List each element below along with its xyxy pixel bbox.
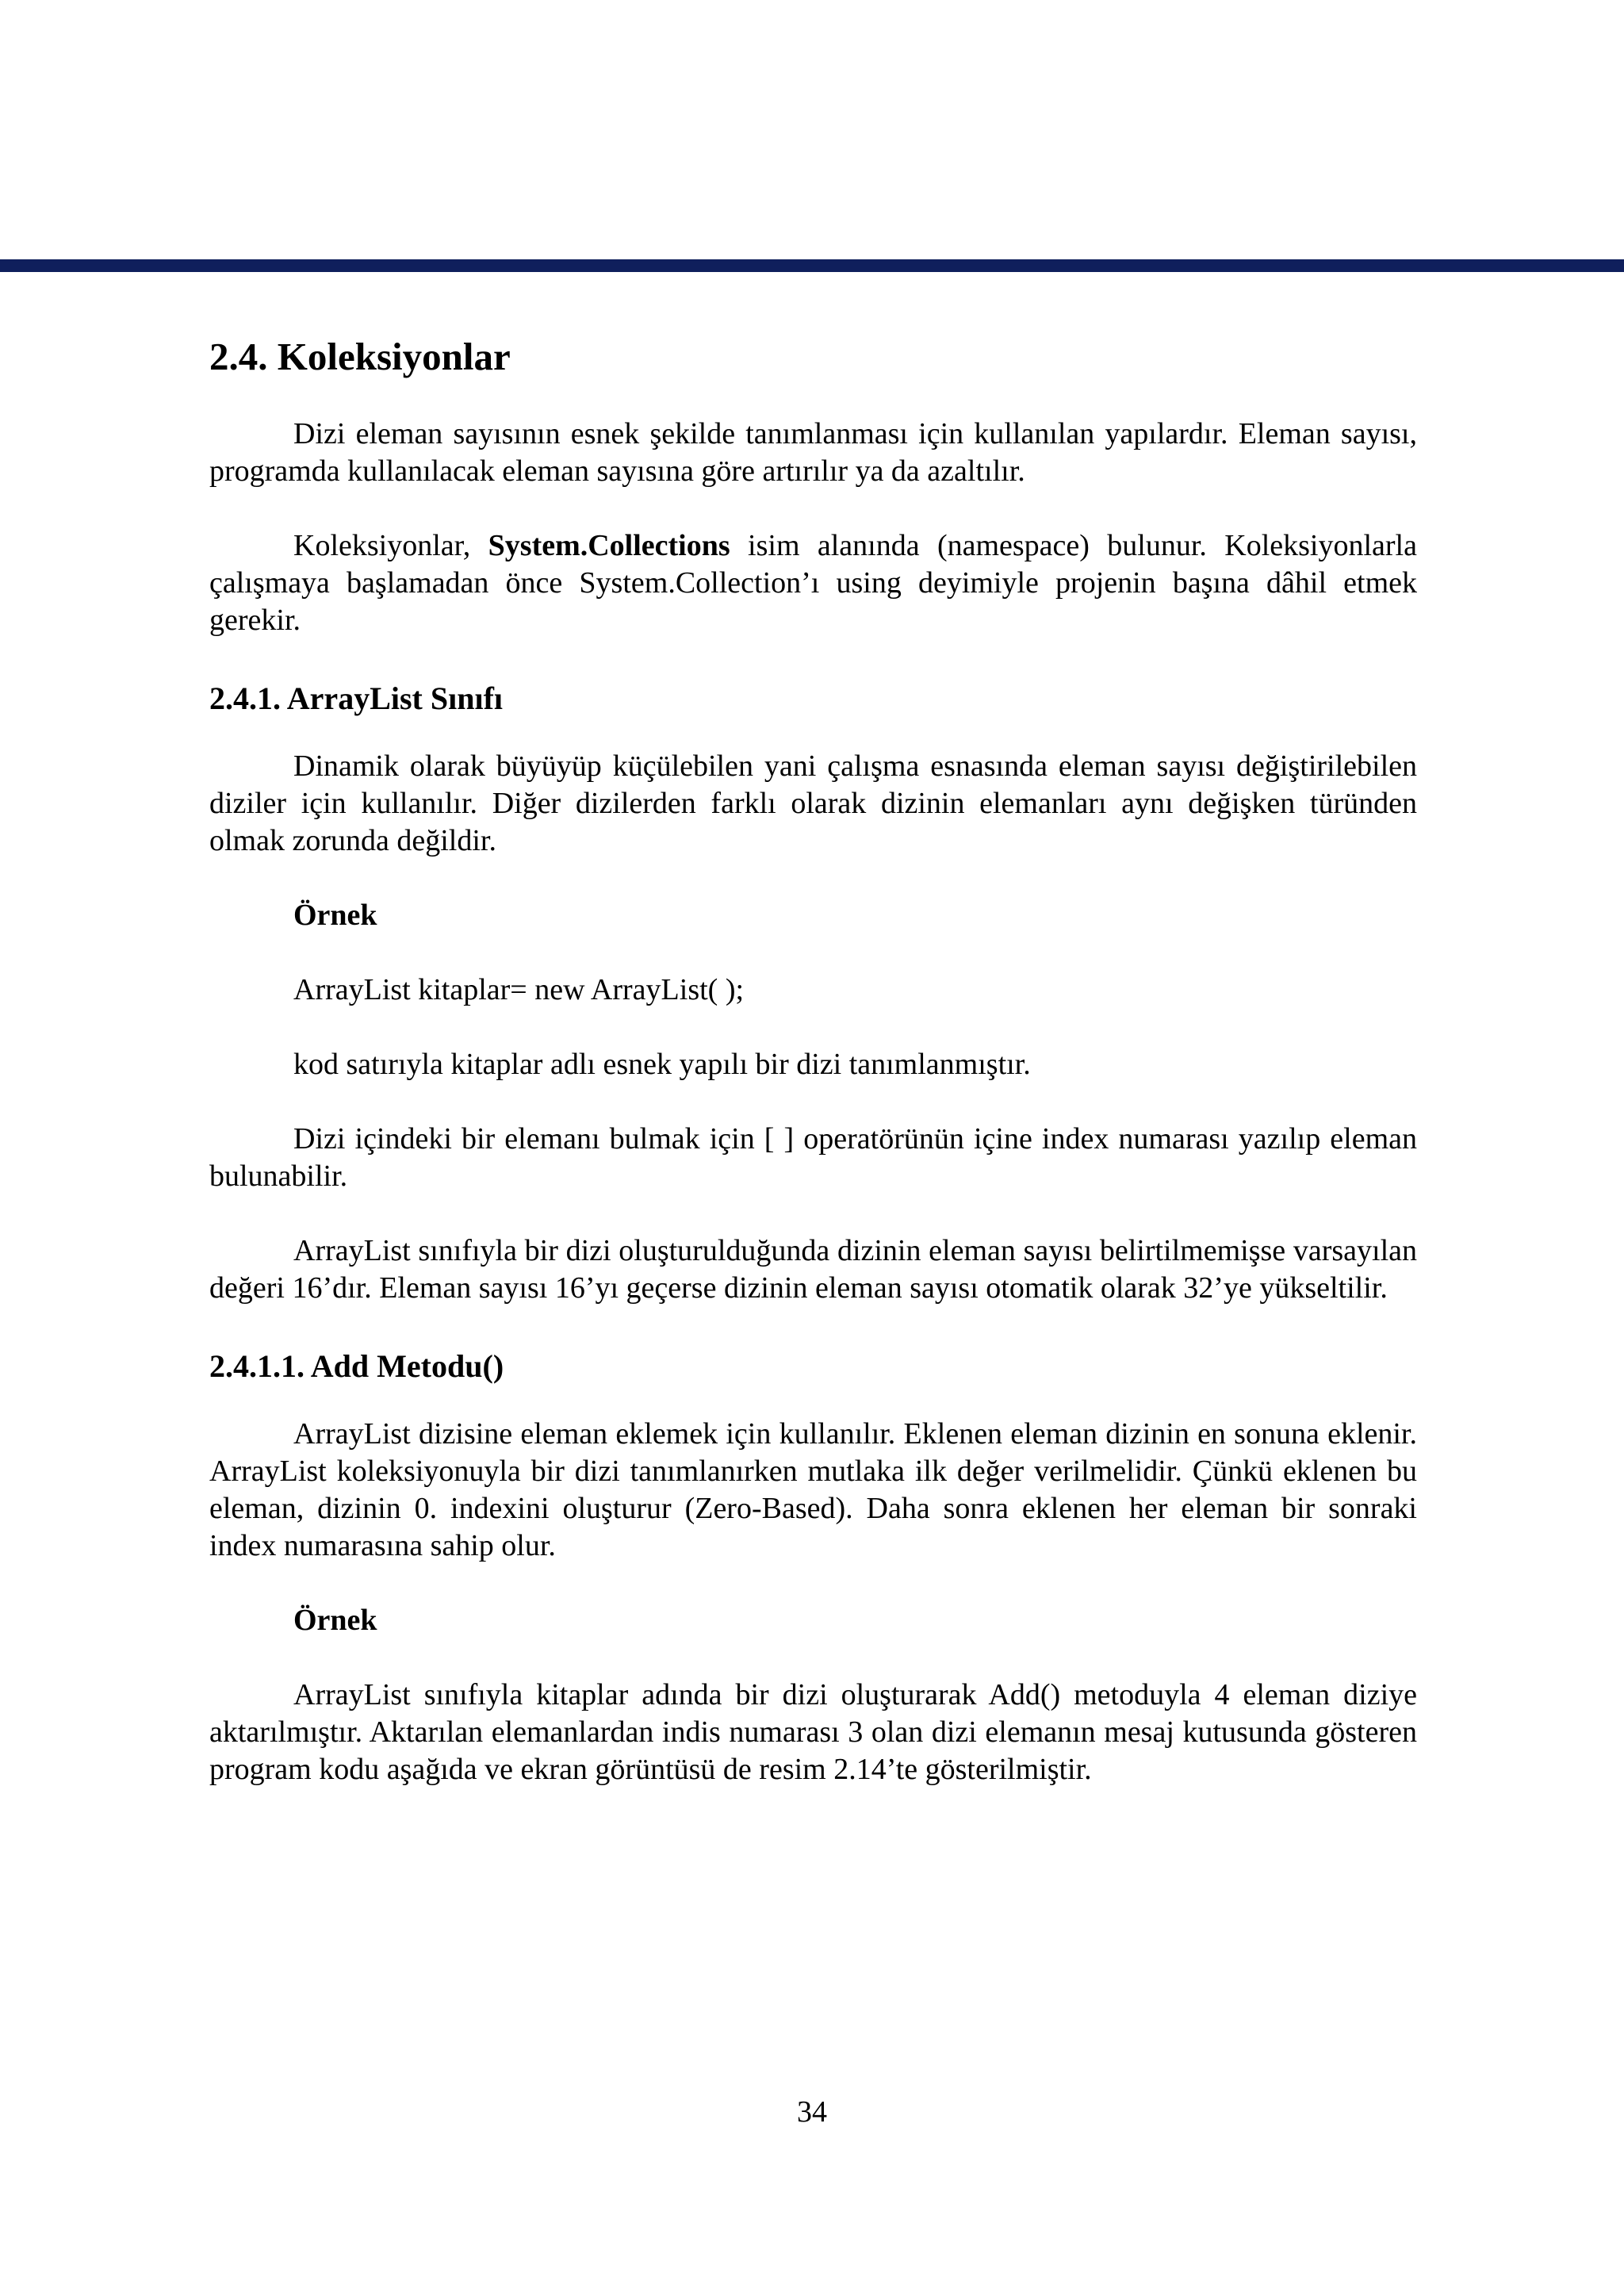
example-label: Örnek	[293, 1604, 377, 1637]
subsubsection-title: 2.4.1.1. Add Metodu()	[209, 1348, 504, 1384]
subsection-paragraph-3: Dizi içindeki bir elemanı bulmak için [ ] operatörünün içine index numarası yazılıp eleman bulunabilir.	[209, 1122, 1417, 1193]
page-number: 34	[797, 2095, 827, 2129]
namespace-name: System.Collections	[488, 529, 730, 562]
subsubsection-paragraph-2: ArrayList sınıfıyla kitaplar adında bir dizi oluşturarak Add() metoduyla 4 eleman diziye aktarılmıştır. Aktarılan elemanlardan indis numarası 3 olan dizi elemanın mesaj kutusunda gösteren program kodu aşağıda ve ekran görüntüsü de resim 2.14’te gösterilmiştir.	[209, 1678, 1417, 1786]
header-rule	[0, 259, 1624, 272]
subsection-paragraph-2: kod satırıyla kitaplar adlı esnek yapılı bir dizi tanımlanmıştır.	[293, 1048, 1031, 1081]
code-line: ArrayList kitaplar= new ArrayList( );	[293, 973, 745, 1006]
subsubsection-paragraph-1: ArrayList dizisine eleman eklemek için kullanılır. Eklenen eleman dizinin en sonuna eklenir. ArrayList koleksiyonuyla bir dizi tanımlanırken mutlaka ilk değer verilmelidir. Çünkü eklenen bu eleman, dizinin 0. indexini oluşturur (Zero-Based). Daha sonra eklenen her eleman bir sonraki index numarasına sahip olur.	[209, 1417, 1417, 1562]
section-paragraph-1: Dizi eleman sayısının esnek şekilde tanımlanması için kullanılan yapılardır. Eleman sayısı, programda kullanılacak eleman sayısına göre artırılır ya da azaltılır.	[209, 417, 1417, 488]
page-content	[209, 325, 1417, 1826]
subsection-paragraph-1: Dinamik olarak büyüyüp küçülebilen yani çalışma esnasında eleman sayısı değiştirilebilen diziler için kullanılır. Diğer dizilerden farklı olarak dizinin elemanları aynı değişken türünden olmak zorunda değildir.	[209, 749, 1417, 857]
paragraph-text: isim alanında (namespace) bulunur. Koleksiyonlarla çalışmaya başlamadan önce System.Collection’ı using deyimiyle projenin başına dâhil etmek gerekir.	[209, 529, 1417, 637]
example-label: Örnek	[293, 899, 377, 932]
subsection-title: 2.4.1. ArrayList Sınıfı	[209, 680, 504, 716]
paragraph-text: Koleksiyonlar,	[293, 529, 488, 562]
section-title: 2.4. Koleksiyonlar	[209, 335, 511, 378]
section-paragraph-2	[209, 527, 1417, 639]
subsection-paragraph-4: ArrayList sınıfıyla bir dizi oluşturulduğunda dizinin eleman sayısı belirtilmemişse varsayılan değeri 16’dır. Eleman sayısı 16’yı geçerse dizinin eleman sayısı otomatik olarak 32’ye yükseltilir.	[209, 1234, 1417, 1305]
